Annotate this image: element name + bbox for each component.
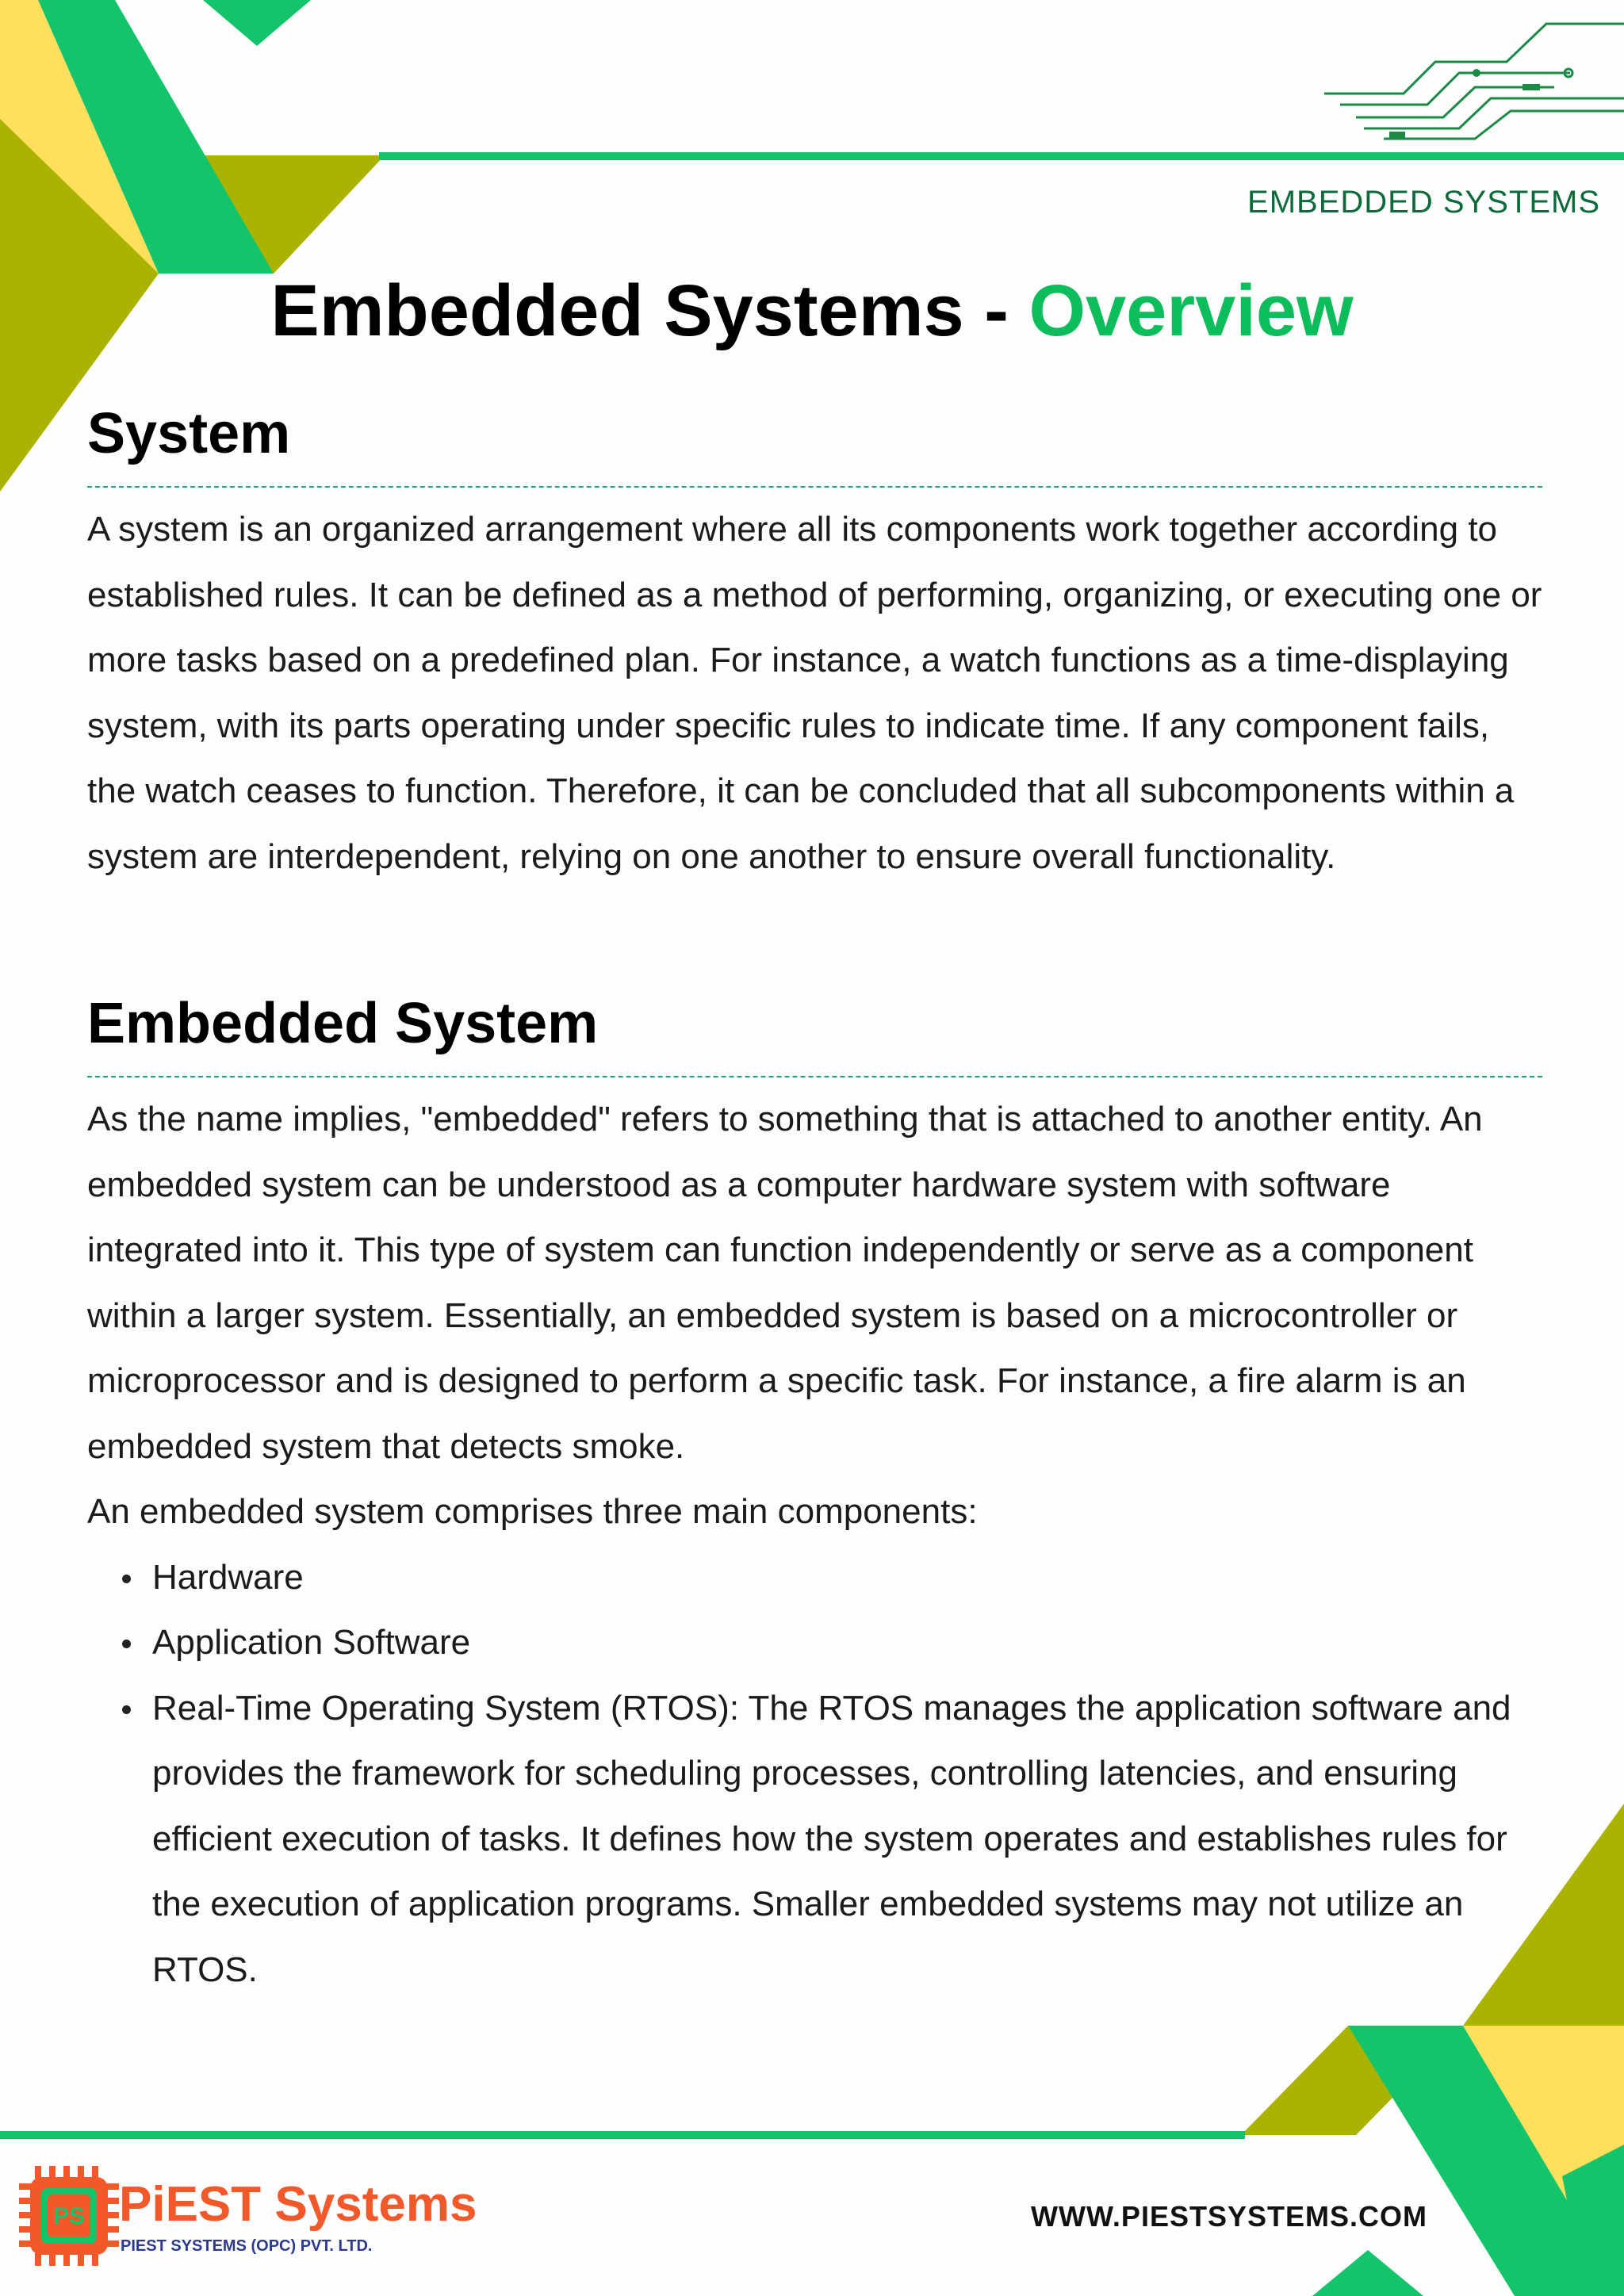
- page-title-main: Embedded Systems -: [270, 270, 1029, 351]
- section-heading: Embedded System: [87, 992, 599, 1055]
- section-divider: [87, 486, 1542, 488]
- page-title-accent: Overview: [1028, 270, 1354, 351]
- logo-mark-text: PS: [52, 2203, 86, 2229]
- list-item: Hardware: [152, 1545, 1542, 1611]
- list-item: Real-Time Operating System (RTOS): The RTOS manages the application software and provides the framework for scheduling processes, controlling latencies, and ensuring efficient execution of tasks. It defines how the system operates and establishes rules for the execution of application programs. Smaller embedded systems may not utilize an RTOS.: [152, 1676, 1542, 2003]
- circuit-trace-icon: [1324, 24, 1624, 139]
- page-title: [0, 270, 1624, 353]
- bottom-green-triangle: [1312, 2250, 1423, 2296]
- components-list: [87, 1545, 1542, 2003]
- header-category-tag: EMBEDDED SYSTEMS: [1247, 185, 1600, 220]
- section-paragraph: As the name implies, "embedded" refers to something that is attached to another entity. An embedded system can be understood as a computer hardware system with software integrated into it. This type of system can function independently or serve as a component within a larger system. Essentially, an embedded system is based on a microcontroller or microprocessor and is designed to perform a specific task. For instance, a fire alarm is an embedded system that detects smoke.: [87, 1100, 1483, 1466]
- website-link[interactable]: WWW.PIESTSYSTEMS.COM: [1030, 2200, 1427, 2233]
- header-green-line: [379, 152, 1624, 160]
- brand-subtitle: PIEST SYSTEMS (OPC) PVT. LTD.: [121, 2237, 373, 2255]
- circuit-pad: [1522, 84, 1540, 90]
- footer-green-line: [0, 2131, 1245, 2139]
- section-heading: System: [87, 402, 291, 465]
- section-divider: [87, 1076, 1542, 1077]
- circuit-pad: [1389, 132, 1405, 138]
- list-item: Application Software: [152, 1610, 1542, 1676]
- section-system: [87, 394, 1542, 890]
- section-embedded-system: [87, 984, 1542, 2003]
- circuit-node-dot: [1473, 69, 1480, 77]
- piest-logo-icon: [17, 2164, 121, 2267]
- section-paragraph: A system is an organized arrangement where all its components work together according to established rules. It can be defined as a method of performing, organizing, or executing one or more tasks based on a predefined plan. For instance, a watch functions as a time-displaying system, with its parts operating under specific rules to indicate time. If any component fails, the watch ceases to function. Therefore, it can be concluded that all subcomponents within a system are interdependent, relying on one another to ensure overall functionality.: [87, 510, 1542, 876]
- section-paragraph: An embedded system comprises three main components:: [87, 1492, 978, 1531]
- top-green-triangle: [203, 0, 311, 46]
- brand-name: PiEST Systems: [119, 2177, 477, 2232]
